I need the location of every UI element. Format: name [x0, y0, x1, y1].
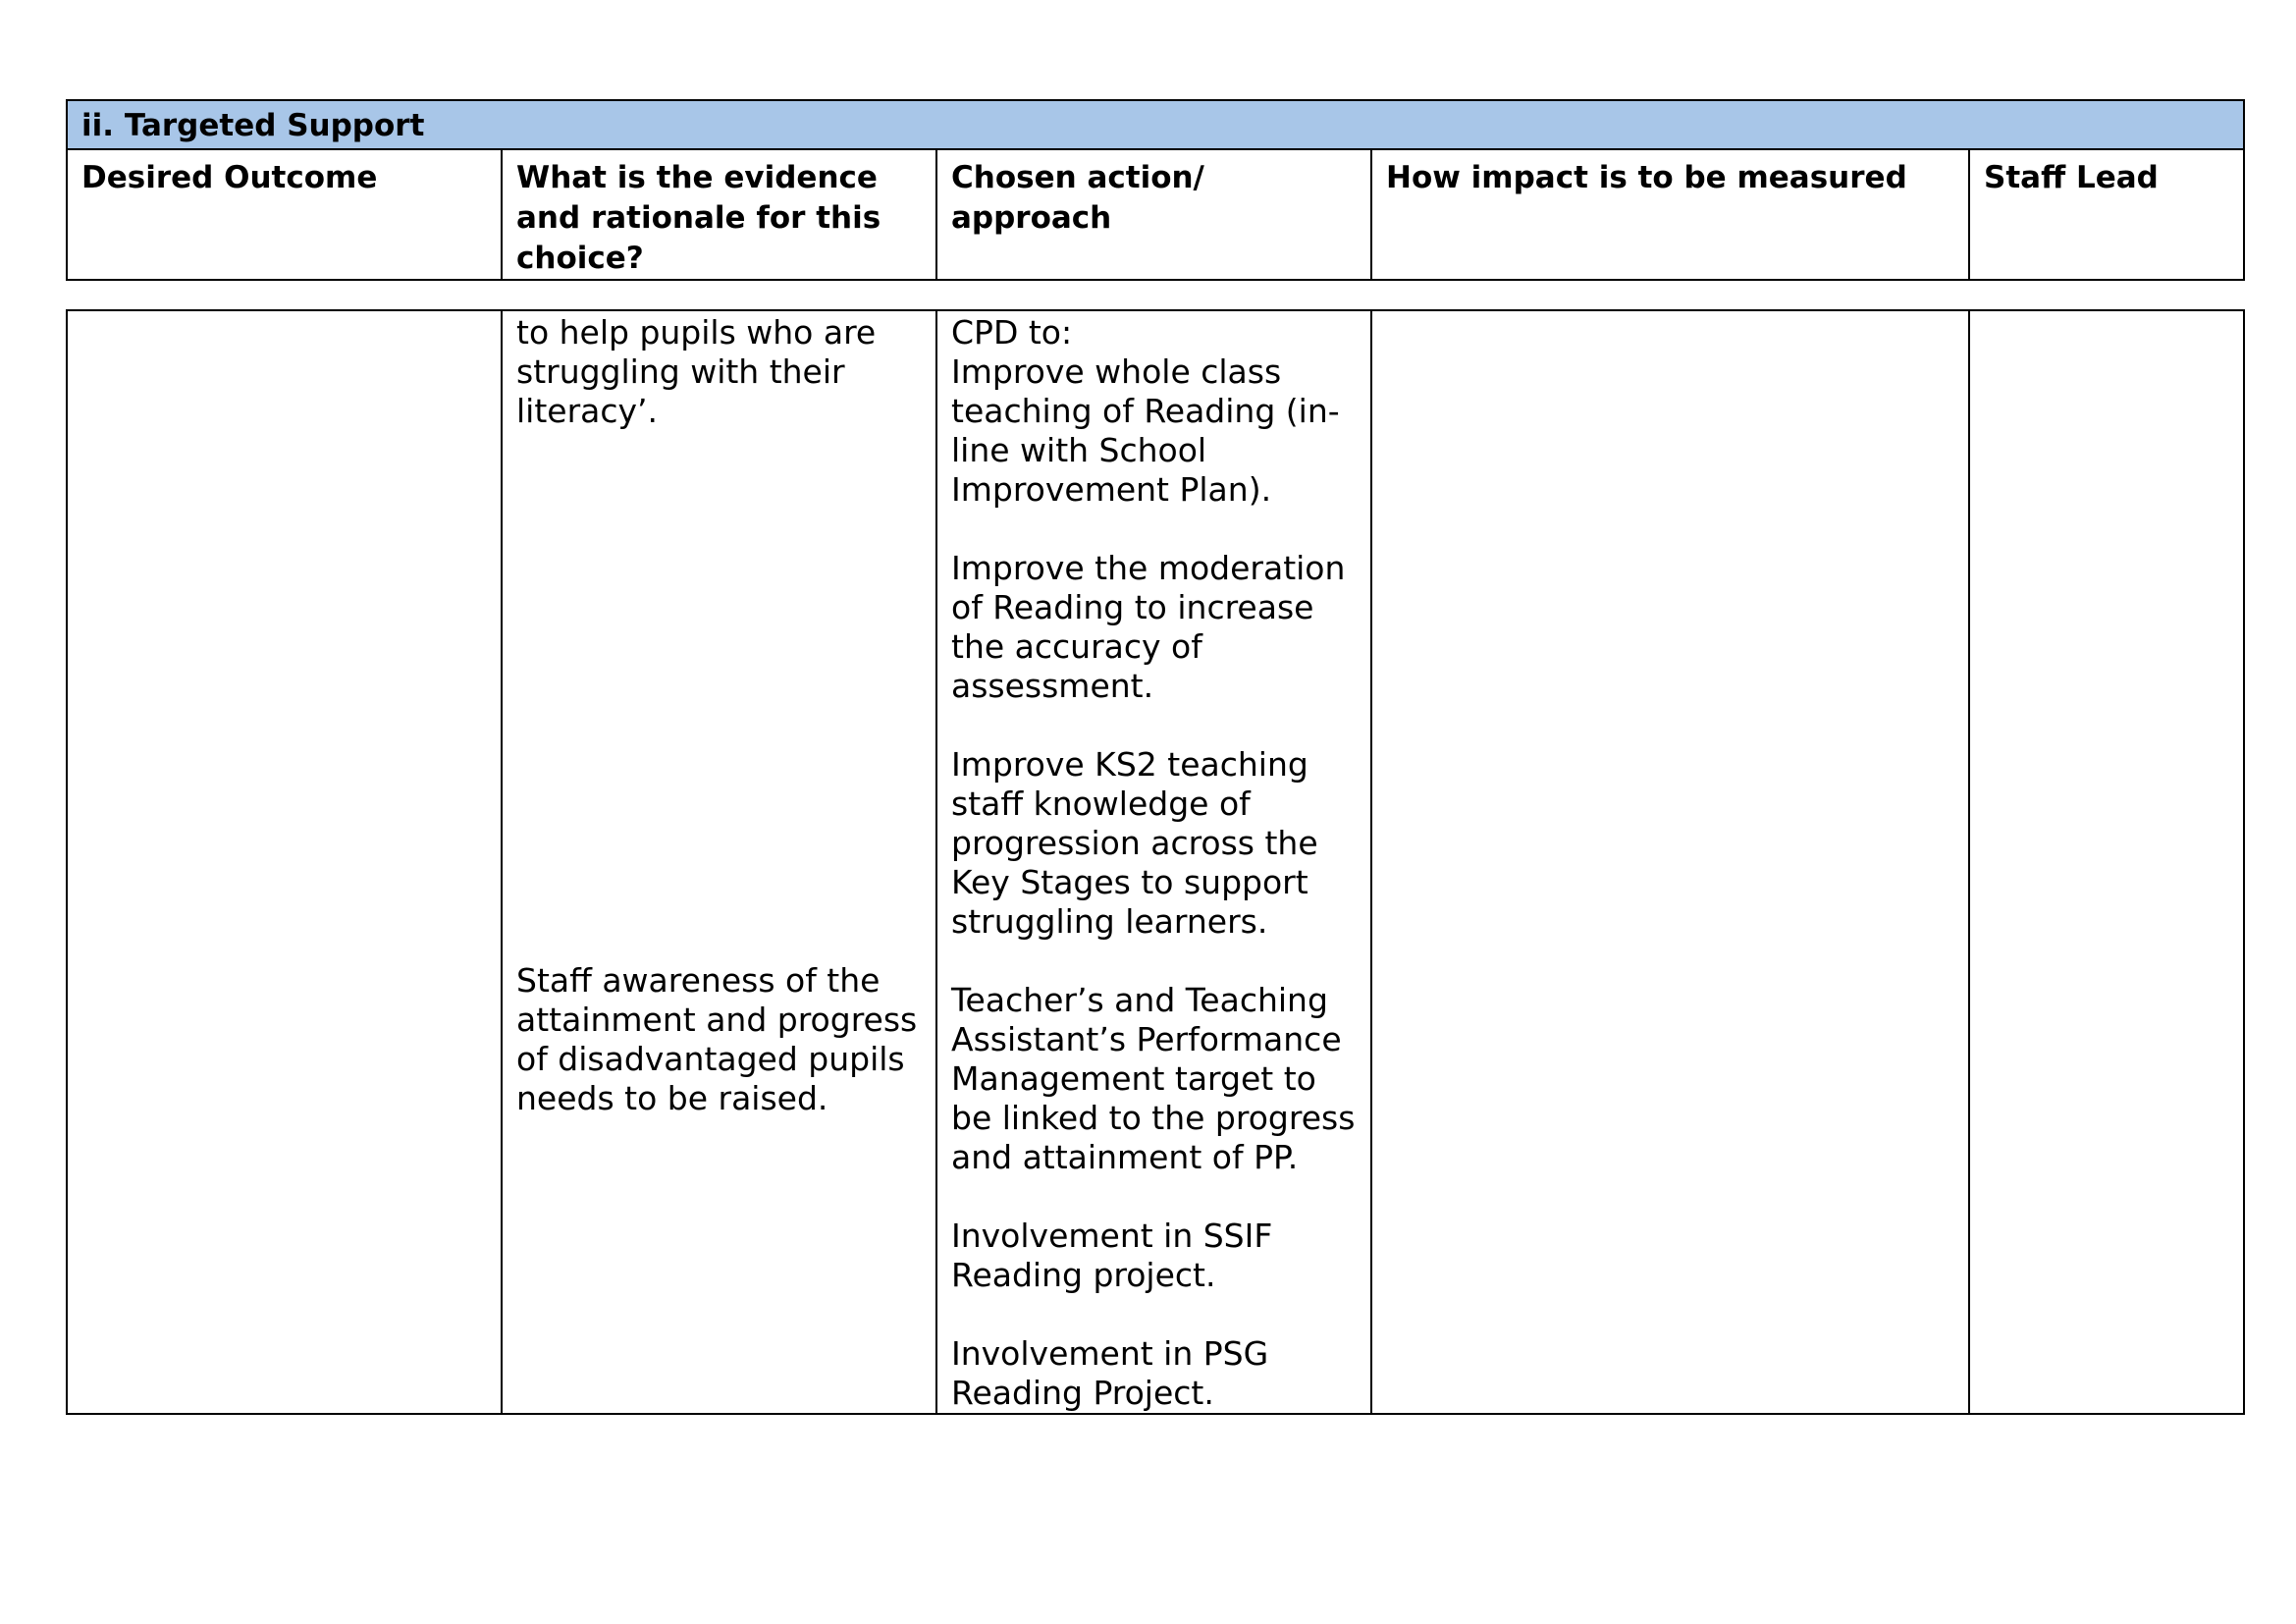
cell-desired-outcome — [67, 310, 502, 1414]
targeted-support-body-table — [66, 309, 2245, 1415]
cell-evidence — [502, 310, 936, 1414]
column-header-impact: How impact is to be measured — [1371, 149, 1969, 280]
evidence-paragraph-1: to help pupils who are struggling with their literacy’. — [516, 313, 877, 430]
action-paragraph-3: Improve KS2 teaching staff knowledge of progression across the Key Stages to support struggling learners. — [951, 745, 1318, 941]
cell-staff-lead — [1969, 310, 2244, 1414]
cell-impact — [1371, 310, 1969, 1414]
evidence-spacer — [516, 431, 922, 961]
column-header-row — [67, 149, 2244, 280]
action-paragraph-1: CPD to: Improve whole class teaching of Reading (in- line with School Improvement Plan). — [951, 313, 1340, 509]
table-row — [67, 310, 2244, 1414]
section-title: ii. Targeted Support — [67, 100, 2244, 149]
action-paragraph-4: Teacher’s and Teaching Assistant’s Performance Management target to be linked to the progress and attainment of PP. — [951, 981, 1356, 1176]
column-header-evidence: What is the evidence and rationale for this choice? — [502, 149, 936, 280]
section-title-row — [67, 100, 2244, 149]
action-paragraph-2: Improve the moderation of Reading to increase the accuracy of assessment. — [951, 549, 1346, 705]
evidence-paragraph-2: Staff awareness of the attainment and progress of disadvantaged pupils needs to be raised. — [516, 961, 918, 1117]
cell-chosen-action — [936, 310, 1371, 1414]
column-header-chosen-action: Chosen action/ approach — [936, 149, 1371, 280]
column-header-desired-outcome: Desired Outcome — [67, 149, 502, 280]
targeted-support-header-table — [66, 99, 2245, 281]
column-header-staff-lead: Staff Lead — [1969, 149, 2244, 280]
action-paragraph-6: Involvement in PSG Reading Project. — [951, 1334, 1269, 1412]
action-paragraph-5: Involvement in SSIF Reading project. — [951, 1217, 1273, 1294]
